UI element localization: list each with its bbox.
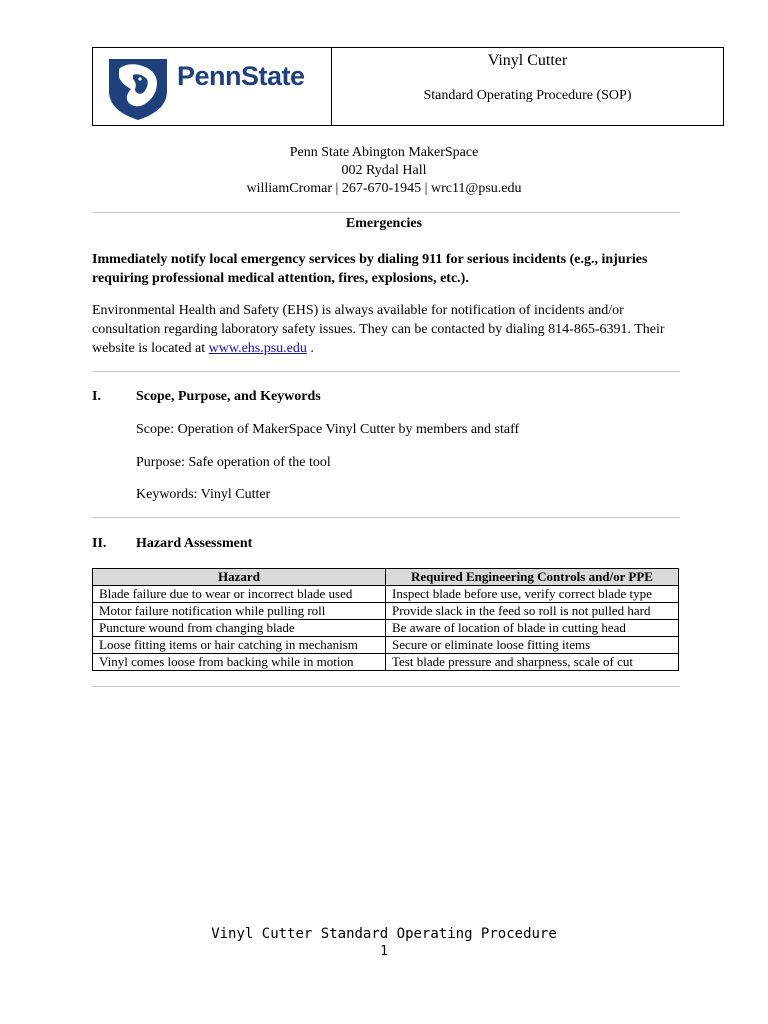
control-cell: Test blade pressure and sharpness, scale of cut bbox=[386, 654, 679, 671]
logo-cell bbox=[93, 48, 332, 125]
ehs-suffix: . bbox=[306, 341, 314, 356]
document-header bbox=[92, 47, 724, 126]
hazard-cell: Blade failure due to wear or incorrect blade used bbox=[93, 586, 386, 603]
hazard-table bbox=[92, 568, 679, 671]
location-line-2: 002 Rydal Hall bbox=[341, 163, 427, 178]
emergency-notice: Immediately notify local emergency services by dialing 911 for serious incidents (e.g., injuries requiring professional medical attention, fires, explosions, etc.). bbox=[92, 252, 648, 286]
footer-title: Vinyl Cutter Standard Operating Procedure bbox=[211, 926, 557, 942]
table-row bbox=[93, 603, 679, 620]
control-cell: Inspect blade before use, verify correct blade type bbox=[386, 586, 679, 603]
control-cell: Secure or eliminate loose fitting items bbox=[386, 637, 679, 654]
section-2-title: Hazard Assessment bbox=[136, 536, 253, 551]
column-header-controls: Required Engineering Controls and/or PPE bbox=[386, 569, 679, 586]
keywords-text: Keywords: Vinyl Cutter bbox=[136, 487, 271, 502]
purpose-text: Purpose: Safe operation of the tool bbox=[136, 455, 331, 470]
control-cell: Be aware of location of blade in cutting head bbox=[386, 620, 679, 637]
emergencies-heading: Emergencies bbox=[345, 216, 423, 231]
penn-state-wordmark: PennState bbox=[177, 61, 305, 91]
divider bbox=[92, 212, 680, 213]
nittany-lion-shield-icon bbox=[107, 55, 169, 121]
ehs-website-link[interactable]: www.ehs.psu.edu bbox=[208, 341, 307, 356]
table-row bbox=[93, 654, 679, 671]
control-cell: Provide slack in the feed so roll is not pulled hard bbox=[386, 603, 679, 620]
section-2-number: II. bbox=[92, 536, 107, 551]
divider bbox=[92, 686, 680, 687]
table-row bbox=[93, 620, 679, 637]
ehs-text: Environmental Health and Safety (EHS) is always available for notification of incidents and/or consultation regarding laboratory safety issues. They can be contacted by dialing 814-865-6391. Their website is located at bbox=[92, 303, 665, 356]
location-line-1: Penn State Abington MakerSpace bbox=[289, 145, 479, 160]
section-1-number: I. bbox=[92, 389, 101, 404]
table-row bbox=[93, 586, 679, 603]
divider bbox=[92, 517, 680, 518]
hazard-cell: Loose fitting items or hair catching in mechanism bbox=[93, 637, 386, 654]
table-header-row bbox=[93, 569, 679, 586]
document-title: Vinyl Cutter bbox=[487, 52, 568, 69]
column-header-hazard: Hazard bbox=[93, 569, 386, 586]
page-number: 1 bbox=[380, 944, 388, 959]
divider bbox=[92, 371, 680, 372]
document-subtitle: Standard Operating Procedure (SOP) bbox=[423, 88, 632, 103]
location-block bbox=[0, 144, 768, 198]
table-row bbox=[93, 637, 679, 654]
scope-text: Scope: Operation of MakerSpace Vinyl Cutter by members and staff bbox=[136, 422, 520, 437]
ehs-paragraph bbox=[92, 301, 684, 358]
section-1-title: Scope, Purpose, and Keywords bbox=[136, 389, 321, 404]
title-cell bbox=[332, 48, 723, 125]
hazard-cell: Motor failure notification while pulling roll bbox=[93, 603, 386, 620]
hazard-cell: Vinyl comes loose from backing while in motion bbox=[93, 654, 386, 671]
contact-line: williamCromar | 267-670-1945 | wrc11@psu.edu bbox=[246, 181, 522, 196]
hazard-cell: Puncture wound from changing blade bbox=[93, 620, 386, 637]
